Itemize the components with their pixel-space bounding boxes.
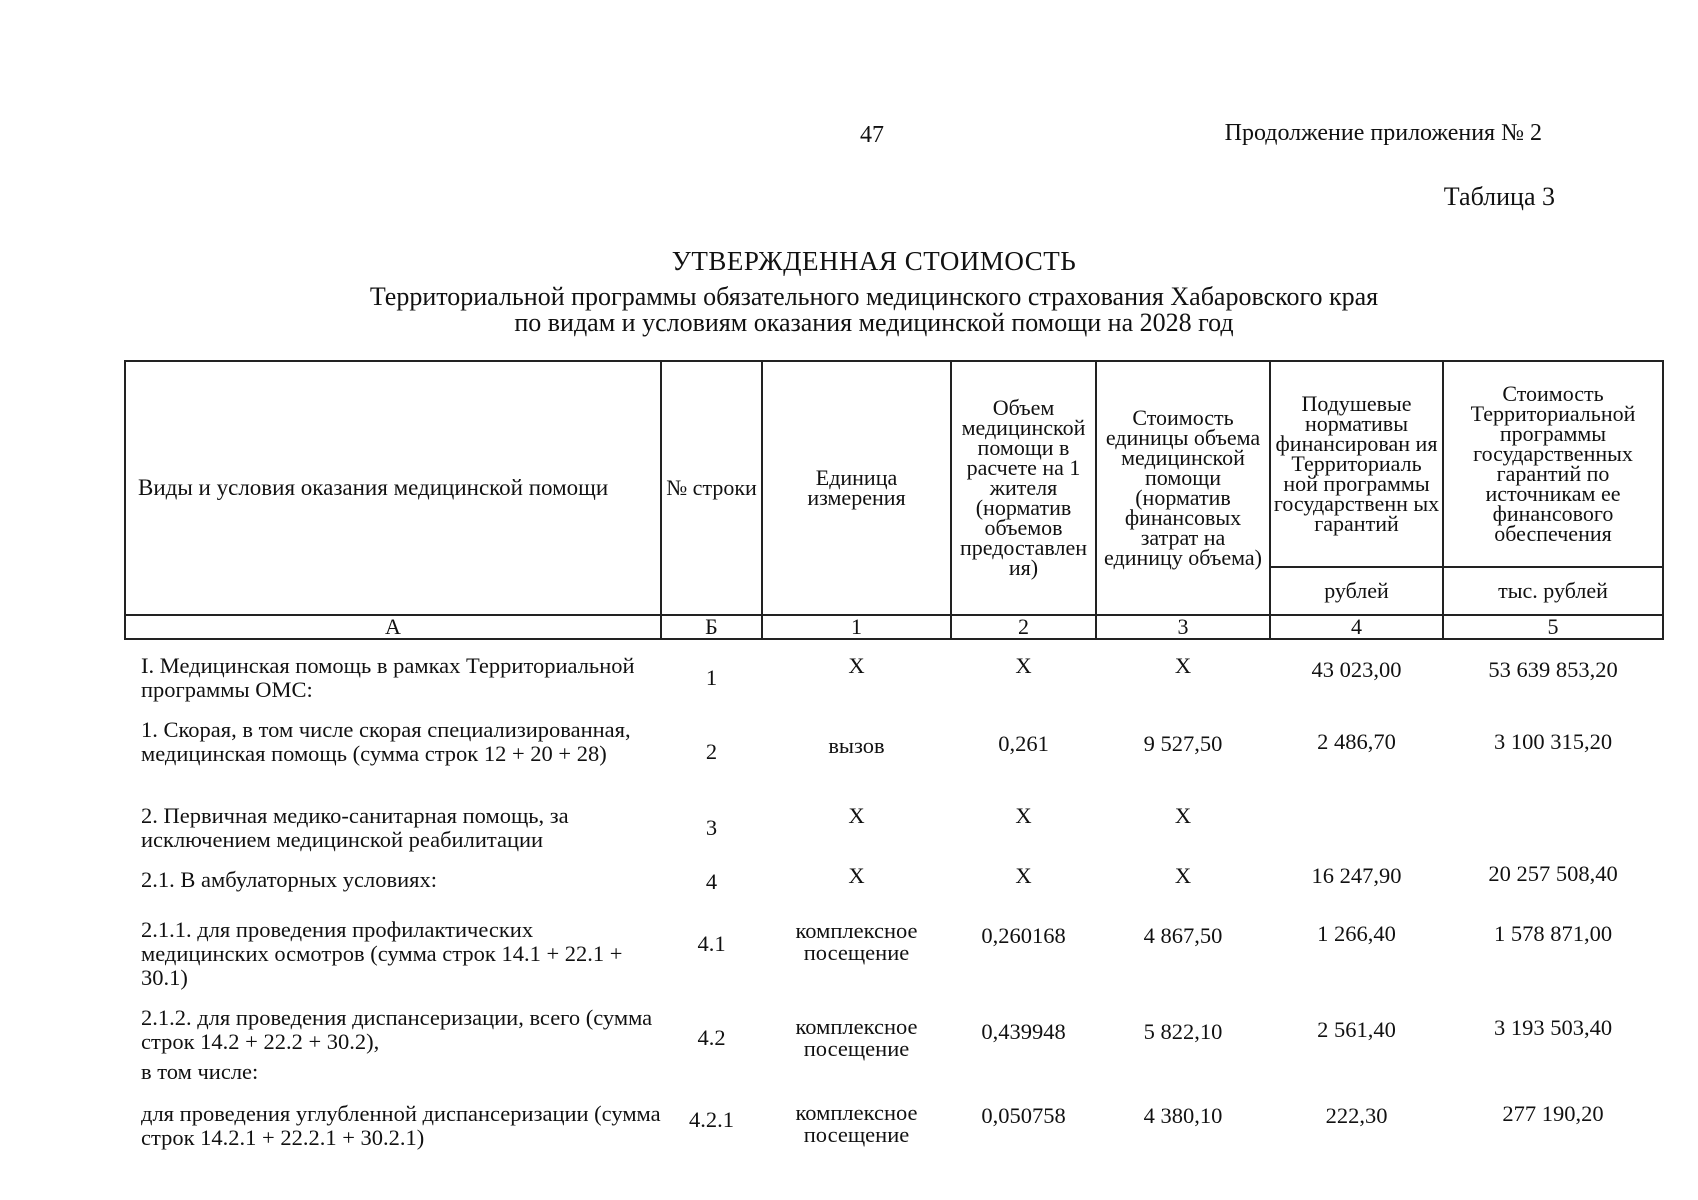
row-per-capita: 2 561,40 (1317, 1017, 1396, 1042)
row-total: 1 578 871,00 (1493, 921, 1613, 946)
header-per-capita-unit: рублей (1270, 567, 1443, 615)
index-cell: 5 (1443, 615, 1663, 639)
appendix-note: Продолжение приложения № 2 (1224, 120, 1542, 146)
document-subtitle (0, 284, 1698, 336)
table-row (125, 804, 1663, 862)
row-total: 53 639 853,20 (1488, 657, 1618, 682)
row-total: 277 190,20 (1502, 1101, 1604, 1126)
row-volume: 0,261 (998, 731, 1049, 756)
row-per-capita: 222,30 (1325, 1103, 1388, 1128)
row-per-capita: 2 486,70 (1317, 729, 1396, 754)
row-number: 2 (705, 739, 718, 764)
index-cell: 4 (1270, 615, 1443, 639)
table-label: Таблица 3 (1443, 182, 1555, 211)
row-name: для проведения углубленной диспансеризации (сумма строк 14.2.1 + 22.2.1 + 30.2.1) (141, 1101, 661, 1150)
index-cell: А (125, 615, 661, 639)
index-cell: Б (661, 615, 762, 639)
page-number: 47 (860, 122, 884, 148)
row-number: 1 (705, 665, 718, 690)
row-number: 4 (705, 869, 718, 894)
row-name (125, 1006, 661, 1102)
row-cost: 4 380,10 (1143, 1103, 1223, 1128)
row-volume: 0,050758 (981, 1103, 1066, 1128)
row-per-capita (1270, 804, 1443, 862)
index-cell: 1 (762, 615, 951, 639)
row-volume: Х (1015, 863, 1032, 888)
header-per-capita: Подушевые нормативы финансирован ия Территориаль ной программы государственн ых гарантий (1270, 361, 1443, 567)
row-unit: комплексное посещение (795, 1014, 918, 1061)
row-cost: 5 822,10 (1143, 1019, 1223, 1044)
row-name: 2.1. В амбулаторных условиях: (141, 867, 438, 892)
row-total: 20 257 508,40 (1488, 861, 1618, 886)
subtitle-line-2: по видам и условиям оказания медицинской помощи на 2028 год (514, 308, 1234, 337)
row-name: 2. Первичная медико-санитарная помощь, за исключением медицинской реабилитации (141, 803, 569, 852)
row-name-text: 2.1.2. для проведения диспансеризации, всего (сумма строк 14.2 + 22.2 + 30.2), (141, 1005, 653, 1054)
row-volume: 0,260168 (981, 923, 1066, 948)
table-row (125, 918, 1663, 1006)
header-cost-unit: Стоимость единицы объема медицинской помощи (норматив финансовых затрат на единицу объема) (1096, 361, 1270, 615)
row-note: в том числе: (141, 1059, 259, 1084)
row-number: 4.2 (697, 1025, 726, 1050)
row-per-capita: 43 023,00 (1311, 657, 1402, 682)
row-volume: 0,439948 (981, 1019, 1066, 1044)
row-number: 4.1 (697, 931, 726, 956)
row-number: 4.2.1 (689, 1107, 734, 1132)
row-cost: Х (1174, 863, 1192, 888)
row-name: I. Медицинская помощь в рамках Территориальной программы ОМС: (141, 653, 635, 702)
table-header-row (125, 361, 1663, 567)
table-row (125, 862, 1663, 918)
table-row (125, 654, 1663, 718)
table-index-row (125, 615, 1663, 639)
row-total: 3 193 503,40 (1493, 1015, 1613, 1040)
document-title: УТВЕРЖДЕННАЯ СТОИМОСТЬ (671, 246, 1077, 276)
header-total-cost: Стоимость Территориальной программы государственных гарантий по источникам ее финансового обеспечения (1443, 361, 1663, 567)
header-types: Виды и условия оказания медицинской помощи (125, 361, 661, 615)
row-cost: Х (1174, 803, 1192, 828)
table-row (125, 718, 1663, 804)
row-total (1443, 804, 1663, 862)
row-volume: Х (1015, 803, 1032, 828)
row-cost: 4 867,50 (1143, 923, 1223, 948)
cost-table (124, 360, 1664, 1158)
row-unit: комплексное посещение (795, 1100, 918, 1147)
header-row-no: № строки (661, 361, 762, 615)
row-name: 2.1.1. для проведения профилактических медицинских осмотров (сумма строк 14.1 + 22.1 + 30.1) (141, 917, 623, 990)
row-name: 1. Скорая, в том числе скорая специализированная, медицинская помощь (сумма строк 12 + 20 + 28) (141, 717, 631, 766)
subtitle-line-1: Территориальной программы обязательного медицинского страхования Хабаровского края (369, 282, 1379, 311)
row-cost: Х (1174, 653, 1192, 678)
header-volume: Объем медицинской помощи в расчете на 1 жителя (норматив объемов предоставлен ия) (951, 361, 1096, 615)
row-cost: 9 527,50 (1143, 731, 1223, 756)
table-row (125, 1102, 1663, 1158)
row-number: 3 (705, 815, 718, 840)
table-row (125, 1006, 1663, 1102)
row-unit: Х (848, 863, 865, 888)
row-per-capita: 1 266,40 (1317, 921, 1396, 946)
row-unit: Х (848, 803, 865, 828)
row-unit: Х (848, 653, 865, 678)
index-cell: 3 (1096, 615, 1270, 639)
row-unit: вызов (828, 733, 885, 758)
row-unit: комплексное посещение (795, 918, 918, 965)
index-cell: 2 (951, 615, 1096, 639)
row-total: 3 100 315,20 (1493, 729, 1613, 754)
row-volume: Х (1015, 653, 1032, 678)
row-per-capita: 16 247,90 (1311, 863, 1402, 888)
header-total-cost-unit: тыс. рублей (1443, 567, 1663, 615)
header-unit: Единица измерения (762, 361, 951, 615)
